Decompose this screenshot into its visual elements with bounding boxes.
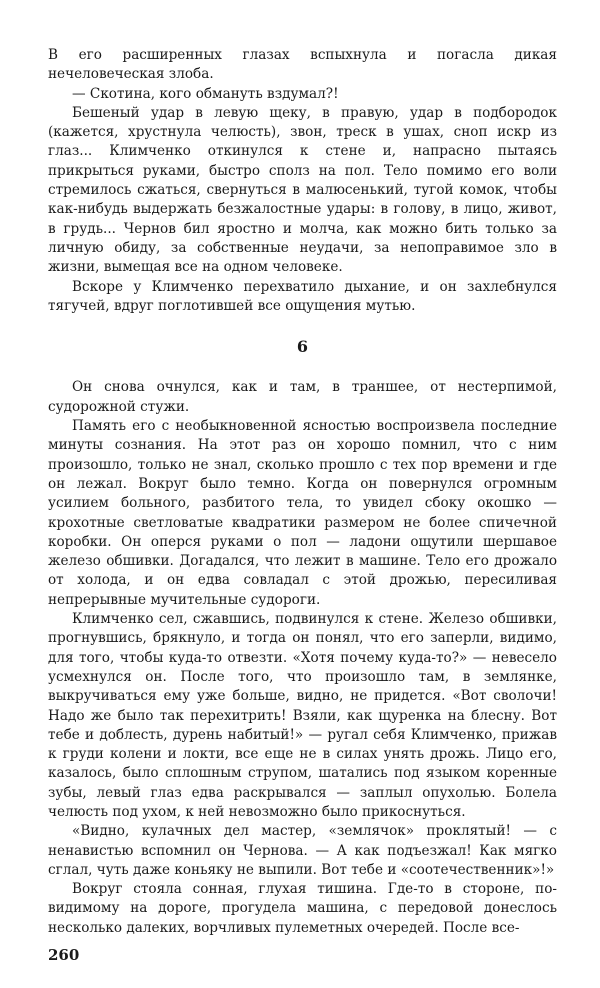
paragraph: Он снова очнулся, как и там, в траншее, от нестерпимой, судорожной стужи. xyxy=(48,379,557,415)
page-number: 260 xyxy=(48,946,80,964)
page-text xyxy=(48,46,557,938)
paragraph: Вскоре у Климченко перехватило дыхание, и он захлебнулся тягучей, вдруг поглотившей все ощущения мутью. xyxy=(48,278,557,314)
paragraph: «Видно, кулачных дел мастер, «землячок» проклятый! — с ненавистью вспомнил он Чернова. — А как подъезжал! Как мягко сглал, чуть даже коньяку не выпили. Вот тебе и «соотечественник»!» xyxy=(48,823,557,878)
paragraph: Бешеный удар в левую щеку, в правую, удар в подбородок (кажется, хрустнула челюсть), звон, треск в ушах, сноп искр из глаз... Климченко откинулся к стене и, напрасно пытаясь прикрыться руками, быстро сполз на пол. Тело помимо его воли стремилось сжаться, свернуться в малюсенький, тугой комок, чтобы как-нибудь выдержать безжалостные удары: в голову, в лицо, живот, в грудь... Чернов бил яростно и молча, как можно бить только за личную обиду, за собственные неудачи, за непоправимое зло в жизни, вымещая все на одном человеке. xyxy=(48,104,557,276)
paragraph: Вокруг стояла сонная, глухая тишина. Где-то в стороне, по-видимому на дороге, прогудела машина, с передовой донеслось несколько далеких, ворчливых пулеметных очередей. После все- xyxy=(48,881,557,936)
paragraph: Память его с необыкновенной ясностью воспроизвела последние минуты сознания. На этот раз он хорошо помнил, что с ним произошло, только не знал, сколько прошло с тех пор времени и где он лежал. Вокруг было темно. Когда он повернулся огромным усилием больного, разбитого тела, то увидел сбоку окошко — крохотные светловатые квадратики размером не более спичечной коробки. Он оперся руками о пол — ладони ощутили шершавое железо обшивки. Догадался, что лежит в машине. Тело его дрожало от холода, и он едва совладал с этой дрожью, пересиливая непрерывные мучительные судороги. xyxy=(48,418,557,608)
paragraph: Климченко сел, сжавшись, подвинулся к стене. Железо обшивки, прогнувшись, брякнуло, и тогда он понял, что его заперли, видимо, для того, чтобы куда-то отвезти. «Хотя почему куда-то?» — невесело усмехнулся он. После того, что произошло там, в землянке, выкручиваться ему уже больше, видно, не придется. «Вот сволочи! Надо же было так перехитрить! Взяли, как щуренка на блесну. Вот тебе и доблесть, дурень набитый!» — ругал себя Климченко, прижав к груди колени и локти, все еще не в силах унять дрожь. Лицо его, казалось, было сплошным струпом, шатались под языком коренные зубы, левый глаз едва раскрывался — заплыл опухолью. Болела челюсть под ухом, к ней невозможно было прикоснуться. xyxy=(48,611,557,820)
chapter-number: 6 xyxy=(296,337,309,357)
paragraph: В его расширенных глазах вспыхнула и погасла дикая нечеловеческая злоба. xyxy=(48,47,557,83)
paragraph: — Скотина, кого обмануть вздумал?! xyxy=(72,85,339,102)
